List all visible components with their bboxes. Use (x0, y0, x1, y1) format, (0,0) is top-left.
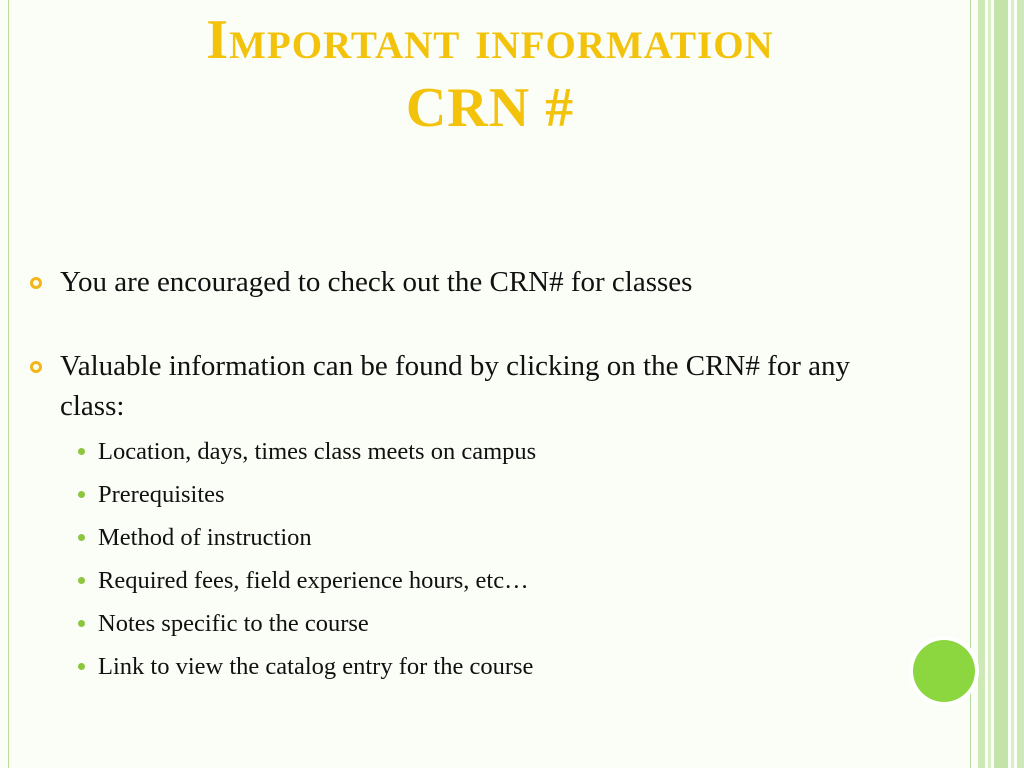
slide-title (20, 6, 960, 142)
sub-bullet-list (60, 430, 910, 688)
decor-stripe (988, 0, 991, 768)
ring-bullet-icon (30, 361, 42, 373)
dot-bullet-icon (78, 448, 85, 455)
sub-bullet-text: Location, days, times class meets on campus (98, 438, 537, 465)
bullet-item (30, 346, 910, 688)
title-line-1: Important information (206, 9, 774, 71)
sub-bullet-item (60, 516, 910, 559)
decor-stripe (978, 0, 985, 768)
dot-bullet-icon (78, 491, 85, 498)
bullet-item (30, 262, 910, 302)
slide-body (30, 262, 910, 688)
decorative-circle (913, 640, 975, 702)
decor-stripe (1011, 0, 1014, 768)
sub-bullet-item (60, 645, 910, 688)
sub-bullet-item (60, 559, 910, 602)
sub-bullet-text: Required fees, field experience hours, etc… (98, 567, 529, 594)
sub-bullet-text: Link to view the catalog entry for the course (98, 653, 534, 680)
frame-line-left (8, 0, 9, 768)
dot-bullet-icon (78, 577, 85, 584)
decor-stripe (1017, 0, 1024, 768)
title-line-2: CRN # (405, 77, 575, 139)
frame-line-right (970, 0, 971, 768)
sub-bullet-text: Prerequisites (98, 481, 225, 508)
sub-bullet-item (60, 602, 910, 645)
decor-stripe (994, 0, 1008, 768)
sub-bullet-text: Method of instruction (98, 524, 312, 551)
sub-bullet-item (60, 473, 910, 516)
sub-bullet-item (60, 430, 910, 473)
sub-bullet-text: Notes specific to the course (98, 610, 369, 637)
dot-bullet-icon (78, 534, 85, 541)
bullet-text: You are encouraged to check out the CRN# for classes (60, 266, 693, 298)
bullet-text: Valuable information can be found by clicking on the CRN# for any class: (60, 350, 851, 422)
dot-bullet-icon (78, 620, 85, 627)
ring-bullet-icon (30, 277, 42, 289)
dot-bullet-icon (78, 663, 85, 670)
